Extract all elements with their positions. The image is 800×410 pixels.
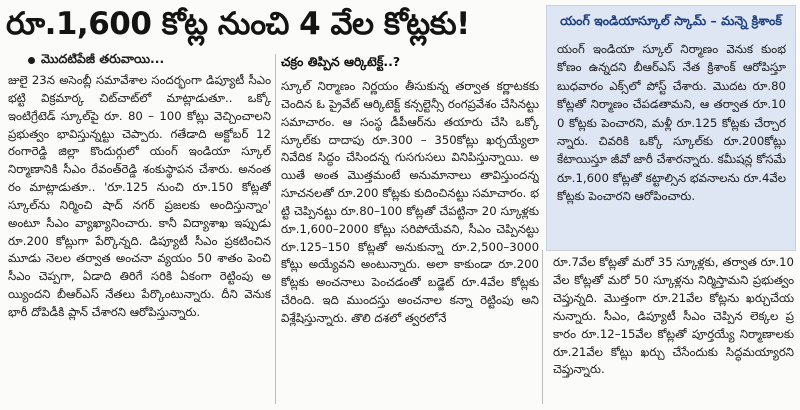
headline: రూ.1,600 కోట్ల నుంచి 4 వేల కోట్లకు!	[6, 6, 470, 42]
article-column-3: రూ.7వేల కోట్లతో మరో 35 స్కూళ్లకు, తర్వాత రూ.10వేల కోట్లతో మరో 50 స్కూళ్లను నిర్మిస్తామని ప్రభుత్వం చెప్తున్నది. మొత్తంగా రూ.21వేల కోట్లను ఖర్చుచేయనున్నారు. సీఎం, డిప్యూటీ సీఎం చెప్పిన లెక్కల ప్రకారం రూ.12–15వేల కోట్లతో పూర్తయ్యే నిర్మాణాలకు రూ.21వేల కోట్లు ఖర్చు చేసేందుకు సిద్ధమయ్యారని చెప్తున్నారు.	[553, 255, 794, 377]
bullet-icon	[28, 57, 35, 64]
sidebar-box-heading: యంగ్ ఇండియాస్కూల్ స్కామ్ – మన్నె క్రిశాంక్	[560, 13, 782, 28]
article-column-1: జులై 23న అసెంబ్లీ సమావేశాల సందర్భంగా డిప్యూటీ సీఎం భట్టి విక్రమార్క చిట్‌చాట్‌లో మాట్లాడుతూ.. ఒక్కో ఇంటిగ్రేటెడ్ స్కూల్‌పై రూ. 80 – 100 కోట్లు వెచ్చించాలని ప్రభుత్వం భావిస్తున్నట్టు చెప్పారు. గతేడాది అక్టోబర్ 12 రంగారెడ్డి జిల్లా కొందుర్గులో యంగ్ ఇండియా స్కూల్ నిర్మాణానికి సీఎం రేవంత్‌రెడ్డి శంకుస్థాపన చేశారు. అనంతరం మాట్లాడుతూ.. 'రూ.125 నుంచి రూ.150 కోట్లతో స్కూల్‌ను నిర్మించి షాద్ నగర్ ప్రజలకు అందిస్తున్నాం' అంటూ సీఎం వ్యాఖ్యానించారు. కానీ విద్యాశాఖ ఇప్పుడు రూ.200 కోట్లుగా పేర్కొన్నది. డిప్యూటీ సీఎం ప్రకటించిన మూడు నెలల తర్వాత అంచనా వ్యయం 50 శాతం పెంచి సీఎం చెప్పగా, ఏడాది తిరిగే సరికి ఏకంగా రెట్టింపు అయ్యిందని బీఆర్ఎస్ నేతలు పేర్కొంటున్నారు. దీని వెనుక భారీ దోపిడీకి ప్లాన్ చేశారని ఆరోపిస్తున్నారు.	[8, 73, 271, 319]
column-divider	[542, 250, 543, 404]
column-divider	[275, 54, 276, 404]
article-column-2: స్కూల్ నిర్మాణం నిర్ణయం తీసుకున్న తర్వాత కర్ణాటకకు చెందిన ఓ ప్రైవేట్ ఆర్కిటెక్ట్ కన్సల్టెన్సీ రంగప్రవేశం చేసినట్టు సమాచారం. ఆ సంస్థ డీపీఆర్‌ను తయారు చేసి ఒక్కో స్కూల్‌కు దాదాపు రూ.300 – 350కోట్లు ఖర్చయ్యేలా నివేదిక సిద్ధం చేసిందన్న గుసగుసలు వినిపిస్తున్నాయి. అయితే అంత మొత్తమంటే అనుమానాలు తావిస్తుందన్న సూచనలతో రూ.200 కోట్లకు కుదించినట్టు సమాచారం. భట్టి చెప్పినట్టు రూ.80–100 కోట్లతో చేపట్టినా 20 స్కూళ్లకు రూ.1,600–2000 కోట్లు సరిపోయేవని, సీఎం చెప్పినట్టు రూ.125–150 కోట్లతో అనుకున్నా రూ.2,500–3000 కోట్లు అయ్యేవని అంటున్నారు. అలా కాకుండా రూ.200కోట్లకు అంచనాలు పెంచడంతో బడ్జెట్ రూ.4వేల కోట్లకు చేరింది. ఇది ముందస్తు అంచనాల కన్నా రెట్టింపు అని విశ్లేషిస్తున్నారు. తొలి దశలో త్వరలోనే	[281, 79, 539, 325]
column-2-heading: చక్రం తిప్పిన ఆర్కిటెక్ట్..?	[281, 54, 401, 69]
box-divider	[547, 250, 793, 251]
sidebar-box-text: యంగ్ ఇండియా స్కూల్ నిర్మాణం వెనుక కుంభకోణం ఉన్నదని బీఆర్ఎస్ నేత క్రిశాంక్ ఆరోపిస్తూ బుధవారం ఎక్స్‌లో పోస్ట్ చేశారు. మొదట రూ.80 కోట్లతో నిర్మాణం చేపడతామని, ఆ తర్వాత రూ.100 కోట్లకు పెంచారని, మళ్లీ రూ.125 కోట్లకు చేర్చారన్నారు. చివరికి ఒక్కో స్కూల్‌కు రూ.200కోట్లు కేటాయిస్తూ జీవో జారీ చేశారన్నారు. కమీషన్ల కోసమే రూ.1,600 కోట్లతో కట్టాల్సిన భవనాలను రూ.4వేల కోట్లకు పెంచారని ఆరోపించారు.	[557, 42, 786, 204]
sidebar-box	[546, 5, 796, 251]
continuation-text: మొదటిపేజీ తరువాయి...	[41, 50, 165, 66]
continuation-note	[28, 51, 164, 69]
